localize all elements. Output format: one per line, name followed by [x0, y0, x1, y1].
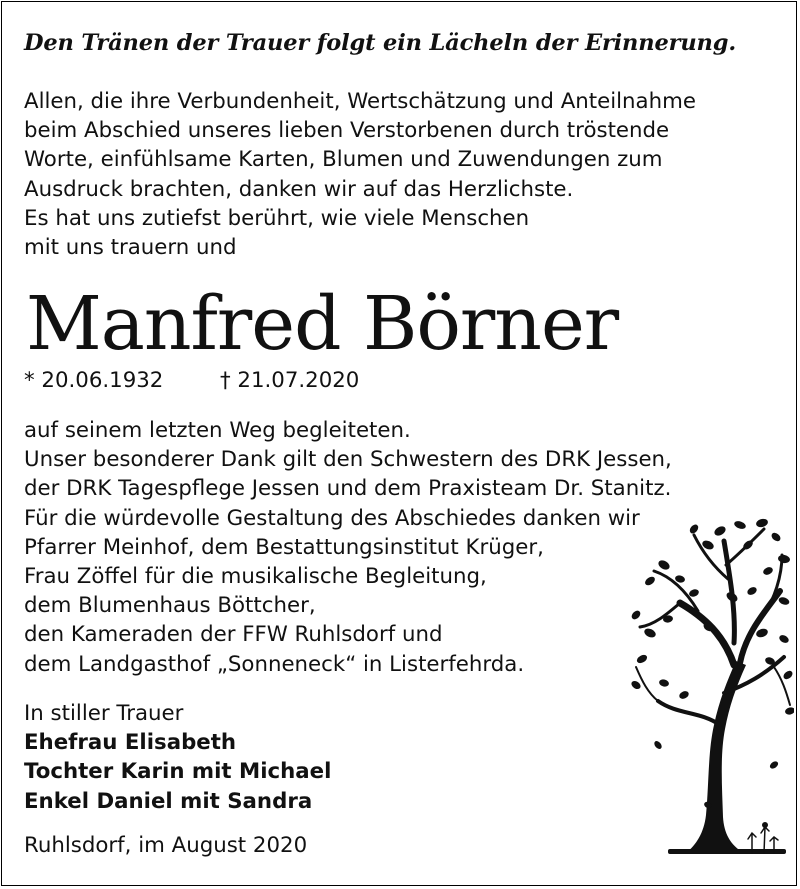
thanks-line: der DRK Tagespflege Jessen und dem Praxisteam Dr. Stanitz. — [24, 476, 672, 502]
mourning-label: In stiller Trauer — [24, 701, 184, 726]
place-date: Ruhlsdorf, im August 2020 — [24, 833, 308, 858]
thanks-line: den Kameraden der FFW Ruhlsdorf und — [24, 622, 443, 648]
life-dates — [24, 367, 360, 395]
thanks-line: Unser besonderer Dank gilt den Schwestern des DRK Jessen, — [24, 447, 672, 473]
family-member: Ehefrau Elisabeth — [24, 730, 237, 756]
intro-line: mit uns trauern und — [24, 235, 237, 261]
intro-line: Worte, einfühlsame Karten, Blumen und Zuwendungen zum — [24, 147, 663, 173]
intro-text — [24, 87, 696, 262]
thanks-line: auf seinem letzten Weg begleiteten. — [24, 418, 411, 443]
thanks-line: Für die würdevolle Gestaltung des Abschiedes danken wir — [24, 505, 640, 531]
thanks-line: Frau Zöffel für die musikalische Begleitung, — [24, 564, 487, 590]
intro-line: Es hat uns zutiefst berührt, wie viele Menschen — [24, 205, 530, 231]
birth-date: * 20.06.1932 — [24, 368, 164, 393]
death-date: † 21.07.2020 — [220, 368, 360, 393]
motto-heading: Den Tränen der Trauer folgt ein Lächeln der Erinnerung. — [24, 30, 737, 56]
intro-line: Ausdruck brachten, danken wir auf das Herzlichste. — [24, 176, 574, 202]
family-member: Tochter Karin mit Michael — [24, 759, 332, 785]
family-member: Enkel Daniel mit Sandra — [24, 788, 313, 814]
thanks-line: dem Blumenhaus Böttcher, — [24, 593, 316, 619]
thanks-line: dem Landgasthof „Sonneneck“ in Listerfehrda. — [24, 651, 525, 677]
tree-icon — [624, 515, 794, 875]
deceased-name: Manfred Börner — [26, 281, 619, 367]
thanks-line: Pfarrer Meinhof, dem Bestattungsinstitut Krüger, — [24, 534, 544, 560]
intro-line: beim Abschied unseres lieben Verstorbenen durch tröstende — [24, 118, 670, 144]
thanks-text — [24, 416, 672, 679]
mourning-block — [24, 699, 331, 816]
intro-line: Allen, die ihre Verbundenheit, Wertschätzung und Anteilnahme — [24, 89, 696, 114]
